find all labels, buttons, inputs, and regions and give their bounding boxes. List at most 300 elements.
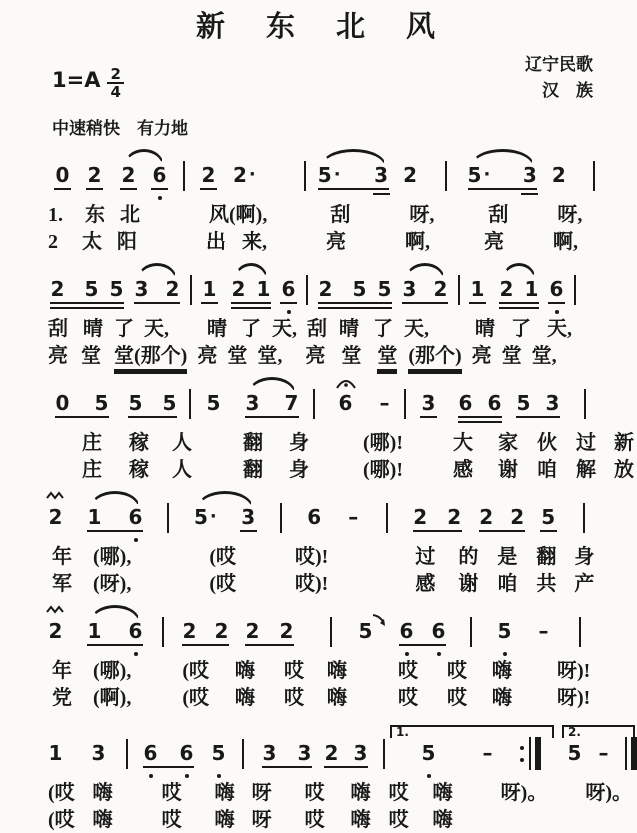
system-4 bbox=[0, 489, 637, 597]
note bbox=[281, 261, 296, 331]
note-group bbox=[134, 261, 180, 331]
lyric: 天, bbox=[404, 318, 429, 340]
underline bbox=[240, 530, 257, 532]
lyric: 身 bbox=[289, 459, 309, 481]
lyric: 谢 bbox=[458, 573, 479, 595]
note-digit: 6 bbox=[128, 505, 143, 529]
lyric: 哎 bbox=[161, 809, 182, 831]
note-group bbox=[402, 261, 448, 331]
note bbox=[262, 725, 277, 795]
lyric: 军 bbox=[52, 573, 72, 595]
page bbox=[0, 8, 637, 831]
beam bbox=[55, 416, 109, 418]
note-digit: 5 bbox=[516, 391, 531, 415]
barline bbox=[189, 389, 191, 419]
lyric: 庄 bbox=[82, 459, 102, 481]
system-1 bbox=[0, 147, 637, 255]
note-digit: 6 bbox=[152, 163, 167, 187]
lyric: 共 bbox=[536, 573, 557, 595]
final-barline bbox=[625, 737, 637, 770]
underline bbox=[548, 302, 565, 304]
lyric: 解 bbox=[575, 459, 596, 481]
note bbox=[162, 375, 177, 445]
note-digit: 2 bbox=[551, 163, 566, 187]
note-digit: 2 bbox=[182, 619, 197, 643]
lyric: 哎 bbox=[447, 660, 467, 682]
lyric: 2 bbox=[48, 231, 58, 253]
barline bbox=[404, 389, 406, 419]
barline bbox=[162, 617, 164, 647]
underline bbox=[469, 302, 486, 304]
lyric: 翻 bbox=[243, 459, 263, 481]
note-digit: – bbox=[379, 391, 390, 415]
note-group bbox=[194, 489, 256, 559]
note bbox=[91, 725, 106, 795]
lyric: 嗨 bbox=[214, 782, 235, 804]
note bbox=[182, 603, 197, 673]
note bbox=[413, 489, 428, 559]
volta-label: 1. bbox=[396, 725, 409, 739]
note bbox=[324, 725, 339, 795]
note-digit: 2 bbox=[87, 163, 102, 187]
lyric: (哎 bbox=[48, 809, 75, 831]
note-digit: 0 bbox=[55, 391, 70, 415]
note bbox=[109, 261, 124, 331]
note-digit: 1 bbox=[524, 277, 539, 301]
beam bbox=[458, 421, 502, 423]
note-digit: 6 bbox=[549, 277, 564, 301]
note-digit: 3 bbox=[421, 391, 436, 415]
note-digit: 3 bbox=[402, 277, 417, 301]
lyric: 翻 bbox=[243, 432, 263, 454]
note bbox=[551, 147, 566, 217]
note-digit: 6 bbox=[399, 619, 414, 643]
lyric: 呀, bbox=[409, 204, 435, 226]
time-denominator: 4 bbox=[110, 83, 121, 101]
note-digit: 3 bbox=[297, 741, 312, 765]
lyric: 年 bbox=[52, 546, 72, 568]
lyrics-row-2 bbox=[48, 808, 637, 833]
beam bbox=[231, 302, 271, 304]
barline bbox=[584, 389, 586, 419]
note-digit: 2 bbox=[201, 163, 216, 187]
note bbox=[55, 375, 70, 445]
beam bbox=[458, 416, 502, 418]
lyric: 堂, bbox=[531, 345, 557, 367]
octave-dot bbox=[503, 652, 507, 656]
note bbox=[516, 375, 531, 445]
score bbox=[0, 147, 637, 833]
note-group bbox=[399, 603, 446, 673]
beam bbox=[468, 188, 538, 190]
note-group bbox=[458, 375, 502, 445]
lyric: 咱 bbox=[536, 459, 557, 481]
barline bbox=[383, 739, 385, 769]
notes-row bbox=[48, 375, 637, 429]
note-group bbox=[87, 489, 143, 559]
note-digit: 2 bbox=[233, 163, 247, 187]
note-digit: 1 bbox=[87, 505, 102, 529]
note bbox=[353, 725, 368, 795]
note-group bbox=[50, 261, 124, 331]
note bbox=[421, 375, 436, 445]
note-digit: 1 bbox=[470, 277, 485, 301]
lyric: 感 bbox=[452, 459, 473, 481]
lyric: 哎 bbox=[398, 660, 418, 682]
duration-dot: · bbox=[333, 164, 341, 185]
rest-dash bbox=[346, 489, 361, 559]
lyric: 身 bbox=[574, 546, 595, 568]
octave-dot bbox=[555, 310, 559, 314]
lyric: 呀 bbox=[251, 782, 272, 804]
note-digit: 5 bbox=[467, 163, 482, 187]
beam bbox=[87, 530, 143, 532]
note-digit: 6 bbox=[458, 391, 473, 415]
underline bbox=[200, 188, 217, 190]
lyric: 晴 bbox=[83, 318, 103, 340]
note bbox=[94, 375, 109, 445]
note-digit: 2 bbox=[214, 619, 229, 643]
lyric: 亮 bbox=[305, 345, 326, 367]
lyric: (哎 bbox=[182, 687, 209, 709]
note-digit: – bbox=[482, 741, 493, 765]
lyric: 哎 bbox=[304, 782, 325, 804]
lyric: 嗨 bbox=[235, 660, 255, 682]
lyric: (哎 bbox=[209, 573, 236, 595]
note-digit: 5 bbox=[84, 277, 99, 301]
note bbox=[358, 603, 373, 673]
lyric: (哪)! bbox=[363, 432, 403, 454]
note-digit: 6 bbox=[431, 619, 446, 643]
note bbox=[399, 603, 414, 673]
lyric: 庄 bbox=[82, 432, 102, 454]
note-digit: 0 bbox=[55, 163, 70, 187]
lyric: 刮 bbox=[330, 204, 351, 226]
underline bbox=[86, 188, 103, 190]
beam bbox=[87, 644, 143, 646]
lyric: 刮 bbox=[307, 318, 327, 340]
song-source: 辽宁民歌 bbox=[525, 55, 593, 74]
lyric: 年 bbox=[52, 660, 72, 682]
lyric: 堂 bbox=[377, 344, 397, 371]
lyric: 亮 bbox=[326, 231, 346, 253]
note bbox=[245, 603, 260, 673]
lyric: 哎 bbox=[388, 782, 409, 804]
barline bbox=[280, 503, 282, 533]
lyric: 刮 bbox=[48, 318, 68, 340]
lyric: 天, bbox=[547, 318, 572, 340]
lyric: 北 bbox=[120, 204, 140, 226]
note-group bbox=[182, 603, 229, 673]
lyric: 大 bbox=[452, 432, 473, 454]
lyric: 天, bbox=[144, 318, 169, 340]
note bbox=[48, 725, 63, 795]
note-digit: 2 bbox=[433, 277, 448, 301]
mordent-icon bbox=[46, 491, 66, 500]
note-digit: 5 bbox=[109, 277, 124, 301]
beam bbox=[413, 530, 462, 532]
note bbox=[297, 725, 312, 795]
volta-bracket-1 bbox=[390, 725, 554, 738]
lyric: (哪)! bbox=[363, 459, 403, 481]
lyrics-row-2 bbox=[48, 572, 637, 597]
lyric: 亮 bbox=[484, 231, 504, 253]
lyric: 嗨 bbox=[214, 809, 235, 831]
beam bbox=[182, 644, 229, 646]
lyric: 嗨 bbox=[327, 660, 347, 682]
underline bbox=[54, 188, 71, 190]
note-group bbox=[55, 375, 109, 445]
song-title: 新 东 北 风 bbox=[195, 11, 441, 43]
underline bbox=[540, 530, 557, 532]
lyrics-row-2 bbox=[48, 458, 637, 483]
note-digit: 3 bbox=[245, 391, 260, 415]
note-digit: 3 bbox=[241, 505, 256, 529]
note bbox=[201, 147, 216, 217]
note-digit: – bbox=[348, 505, 359, 529]
key-tonic: 1=A bbox=[52, 68, 101, 92]
octave-dot bbox=[405, 652, 409, 656]
rest-dash bbox=[596, 725, 611, 795]
barline bbox=[313, 389, 315, 419]
rest-dash bbox=[480, 725, 495, 795]
notes-row bbox=[48, 147, 637, 201]
tempo-marking: 中速稍快 有力地 bbox=[52, 119, 188, 138]
lyric: 谢 bbox=[497, 459, 518, 481]
note-digit: 5 bbox=[211, 741, 226, 765]
lyric: 过 bbox=[575, 432, 596, 454]
lyric: 1. bbox=[48, 204, 63, 226]
barline bbox=[304, 161, 306, 191]
beam bbox=[231, 307, 271, 309]
beam bbox=[245, 416, 299, 418]
beam bbox=[402, 302, 448, 304]
lyric: 啊, bbox=[553, 231, 578, 253]
note-group bbox=[245, 603, 294, 673]
lyric: 身 bbox=[289, 432, 309, 454]
note bbox=[318, 261, 333, 331]
beam bbox=[399, 644, 446, 646]
note bbox=[377, 261, 392, 331]
underline bbox=[120, 188, 137, 190]
lyrics-row-2 bbox=[48, 230, 637, 255]
lyric: 呀)。 bbox=[585, 782, 633, 804]
note-digit: 2 bbox=[510, 505, 525, 529]
note-group bbox=[479, 489, 525, 559]
system-2 bbox=[0, 261, 637, 369]
note-digit: 3 bbox=[374, 163, 388, 187]
rest-dash bbox=[377, 375, 392, 445]
lyric: 哎)! bbox=[295, 546, 329, 568]
lyric: 刮 bbox=[488, 204, 509, 226]
lyric: 堂 bbox=[501, 345, 522, 367]
lyric: 东 bbox=[85, 204, 105, 226]
note-digit: 5 bbox=[317, 163, 332, 187]
note bbox=[211, 725, 226, 795]
lyric: 出 bbox=[206, 231, 226, 253]
note-digit: 2 bbox=[447, 505, 462, 529]
lyric: 阳 bbox=[117, 231, 137, 253]
lyric: 呀 bbox=[251, 809, 272, 831]
note bbox=[338, 375, 353, 445]
note bbox=[421, 725, 436, 795]
note-group bbox=[128, 375, 177, 445]
note-group bbox=[468, 147, 538, 217]
lyric: 呀)。 bbox=[500, 782, 548, 804]
system-3 bbox=[0, 375, 637, 483]
lyric: 稼 bbox=[129, 459, 149, 481]
beam bbox=[318, 302, 392, 304]
note-digit: 2 bbox=[121, 163, 136, 187]
barline bbox=[386, 503, 388, 533]
lyric: 咱 bbox=[497, 573, 518, 595]
note-digit: 1 bbox=[202, 277, 217, 301]
lyric: 过 bbox=[415, 546, 436, 568]
lyric: 嗨 bbox=[492, 687, 512, 709]
note-digit: 2 bbox=[324, 741, 339, 765]
barline bbox=[242, 739, 244, 769]
lyric: 是 bbox=[497, 546, 518, 568]
barline bbox=[470, 617, 472, 647]
lyric: 的 bbox=[458, 546, 479, 568]
note-digit: 2 bbox=[50, 277, 65, 301]
time-numerator: 2 bbox=[107, 66, 123, 84]
note-digit: 2 bbox=[413, 505, 428, 529]
lyric: 嗨 bbox=[350, 782, 371, 804]
lyric: 家 bbox=[497, 432, 518, 454]
beam bbox=[318, 188, 389, 190]
underline bbox=[521, 193, 538, 195]
lyric: 放 bbox=[613, 459, 634, 481]
underline bbox=[280, 302, 297, 304]
note-digit: 3 bbox=[353, 741, 368, 765]
note bbox=[307, 489, 322, 559]
note-group bbox=[87, 603, 143, 673]
octave-dot bbox=[437, 652, 441, 656]
octave-dot bbox=[287, 310, 291, 314]
duration-dot: · bbox=[209, 506, 217, 527]
fermata-icon bbox=[335, 377, 357, 389]
barline bbox=[126, 739, 128, 769]
lyric: 亮 bbox=[471, 345, 492, 367]
note-digit: 5 bbox=[128, 391, 143, 415]
beam bbox=[262, 766, 312, 768]
notes-row bbox=[48, 603, 637, 657]
note-group bbox=[318, 261, 392, 331]
beam bbox=[516, 416, 560, 418]
lyric: 哎 bbox=[388, 809, 409, 831]
note bbox=[470, 261, 485, 331]
note-digit: 6 bbox=[307, 505, 322, 529]
lyric: 亮 bbox=[197, 345, 218, 367]
note bbox=[87, 147, 102, 217]
lyric: 人 bbox=[172, 432, 192, 454]
lyric: 呀, bbox=[557, 204, 583, 226]
note-group bbox=[413, 489, 462, 559]
note-group bbox=[516, 375, 560, 445]
beam bbox=[143, 766, 194, 768]
lyric: (呀), bbox=[93, 573, 132, 595]
note-digit: 1 bbox=[48, 741, 63, 765]
note bbox=[128, 375, 143, 445]
lyric: 了 bbox=[241, 318, 261, 340]
note-digit: 2 bbox=[48, 505, 63, 529]
lyric: 哎 bbox=[284, 660, 304, 682]
note bbox=[233, 147, 256, 217]
lyric: 堂 bbox=[341, 345, 362, 367]
lyric: 晴 bbox=[475, 318, 495, 340]
note-digit: 5 bbox=[162, 391, 177, 415]
key-signature bbox=[52, 65, 124, 101]
underline bbox=[420, 416, 437, 418]
octave-dot bbox=[217, 774, 221, 778]
lyric: 嗨 bbox=[327, 687, 347, 709]
barline bbox=[167, 503, 169, 533]
lyric: 稼 bbox=[129, 432, 149, 454]
note bbox=[202, 261, 217, 331]
volta-label: 2. bbox=[568, 725, 581, 739]
barline bbox=[330, 617, 332, 647]
note-digit: 6 bbox=[487, 391, 502, 415]
note-digit: 6 bbox=[128, 619, 143, 643]
note bbox=[447, 489, 462, 559]
barline bbox=[306, 275, 308, 305]
barline bbox=[445, 161, 447, 191]
note bbox=[143, 725, 158, 795]
mordent-icon bbox=[46, 605, 66, 614]
note-digit: 2 bbox=[245, 619, 260, 643]
lyrics-row-2 bbox=[48, 344, 637, 369]
lyric: 哎 bbox=[161, 782, 182, 804]
octave-dot bbox=[134, 538, 138, 542]
barline bbox=[458, 275, 460, 305]
note bbox=[541, 489, 556, 559]
lyric: 啊, bbox=[405, 231, 430, 253]
repeat-dots bbox=[520, 746, 524, 762]
lyric: 亮 bbox=[48, 345, 68, 367]
note-digit: 3 bbox=[134, 277, 149, 301]
lyric: 来, bbox=[242, 231, 267, 253]
lyric: 伙 bbox=[536, 432, 557, 454]
beam bbox=[128, 416, 177, 418]
notes-row bbox=[48, 261, 637, 315]
note-digit: 6 bbox=[179, 741, 194, 765]
octave-dot bbox=[427, 774, 431, 778]
lyric: 晴 bbox=[207, 318, 227, 340]
note bbox=[84, 261, 99, 331]
note-digit: 3 bbox=[522, 163, 537, 187]
note bbox=[279, 603, 294, 673]
system-5 bbox=[0, 603, 637, 711]
beam bbox=[499, 302, 539, 304]
note-digit: – bbox=[538, 619, 549, 643]
lyric: 产 bbox=[574, 573, 595, 595]
note-group bbox=[324, 725, 368, 795]
note-digit: 2 bbox=[403, 163, 417, 187]
note-group bbox=[245, 375, 299, 445]
beam bbox=[50, 302, 124, 304]
note-digit: 3 bbox=[91, 741, 106, 765]
underline bbox=[201, 302, 218, 304]
barline bbox=[579, 617, 581, 647]
lyric: 呀)! bbox=[557, 687, 591, 709]
lyric: 嗨 bbox=[92, 809, 113, 831]
beam bbox=[479, 530, 525, 532]
note bbox=[55, 147, 70, 217]
duration-dot: · bbox=[248, 164, 256, 185]
system-6 bbox=[0, 725, 637, 833]
lyric: 堂, bbox=[257, 345, 283, 367]
